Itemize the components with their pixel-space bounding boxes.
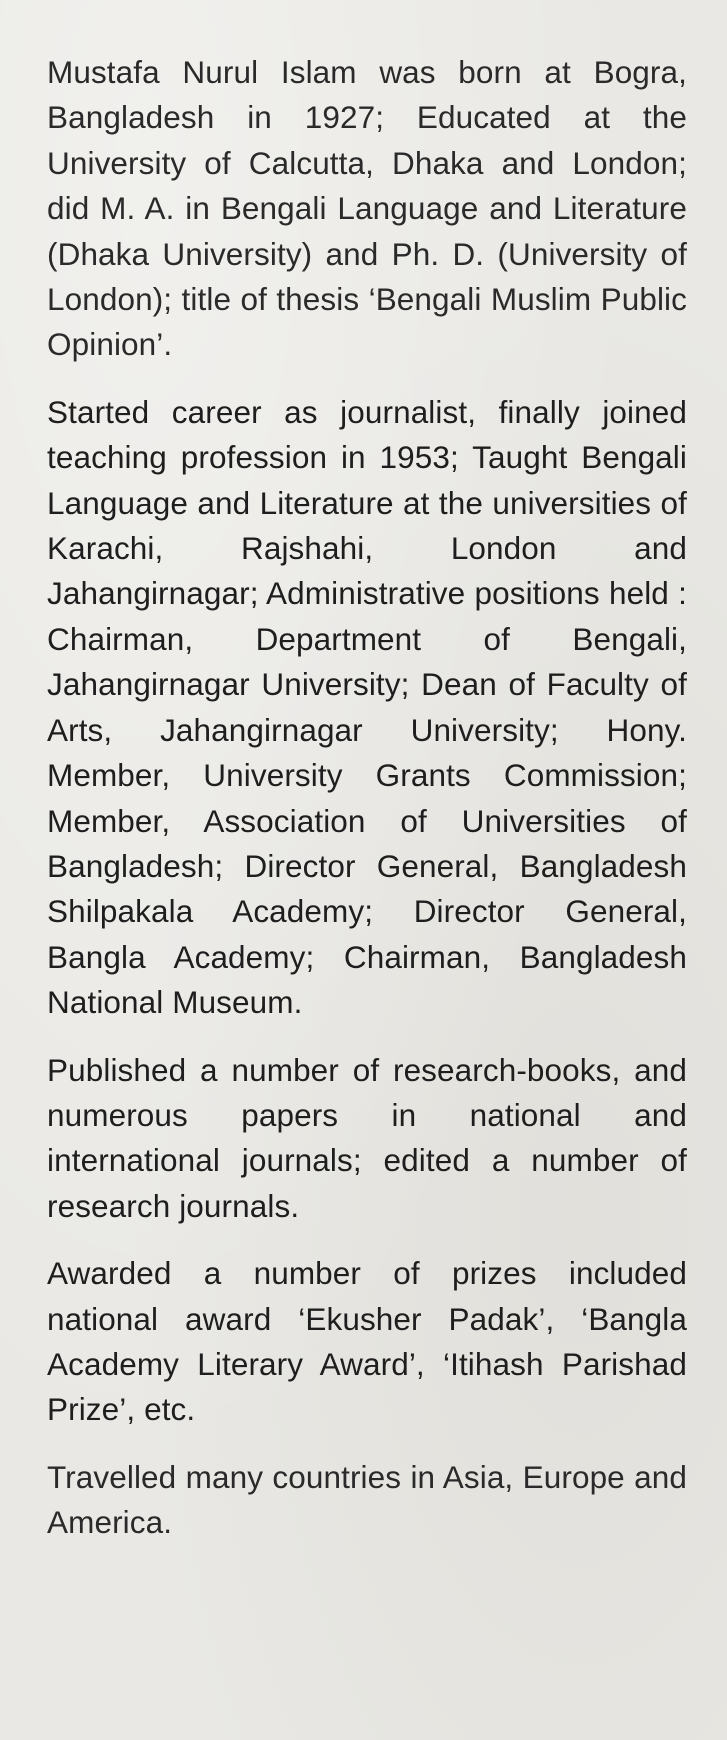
bio-paragraph-travel: Travelled many countries in Asia, Europe and America.: [47, 1458, 687, 1541]
bio-paragraph-career: Started career as journalist, finally joined teaching profession in 1953; Taught Bengali Language and Literature at the universities of Karachi, Rajshahi, London and Jahangirnagar; Administrative positions held : Chairman, Department of Bengali, Jahangirnagar University; Dean of Faculty of Arts, Jahangirnagar University; Hony. Member, University Grants Commission; Member, Association of Universities of Bangladesh; Director General, Bangladesh Shilpakala Academy; Director General, Bangla Academy; Chairman, Bangladesh National Museum.: [47, 393, 687, 1021]
bio-paragraph-birth-education: Mustafa Nurul Islam was born at Bogra, Bangladesh in 1927; Educated at the University of Calcutta, Dhaka and London; did M. A. in Bengali Language and Literature (Dhaka University) and Ph. D. (University of London); title of thesis ‘Bengali Muslim Public Opinion’.: [47, 54, 687, 363]
bio-paragraph-awards: Awarded a number of prizes included national award ‘Ekusher Padak’, ‘Bangla Academy Literary Award’, ‘Itihash Parishad Prize’, etc.: [47, 1255, 687, 1428]
bio-paragraph-publications: Published a number of research-books, and numerous papers in national and international journals; edited a number of research journals.: [47, 1051, 687, 1224]
